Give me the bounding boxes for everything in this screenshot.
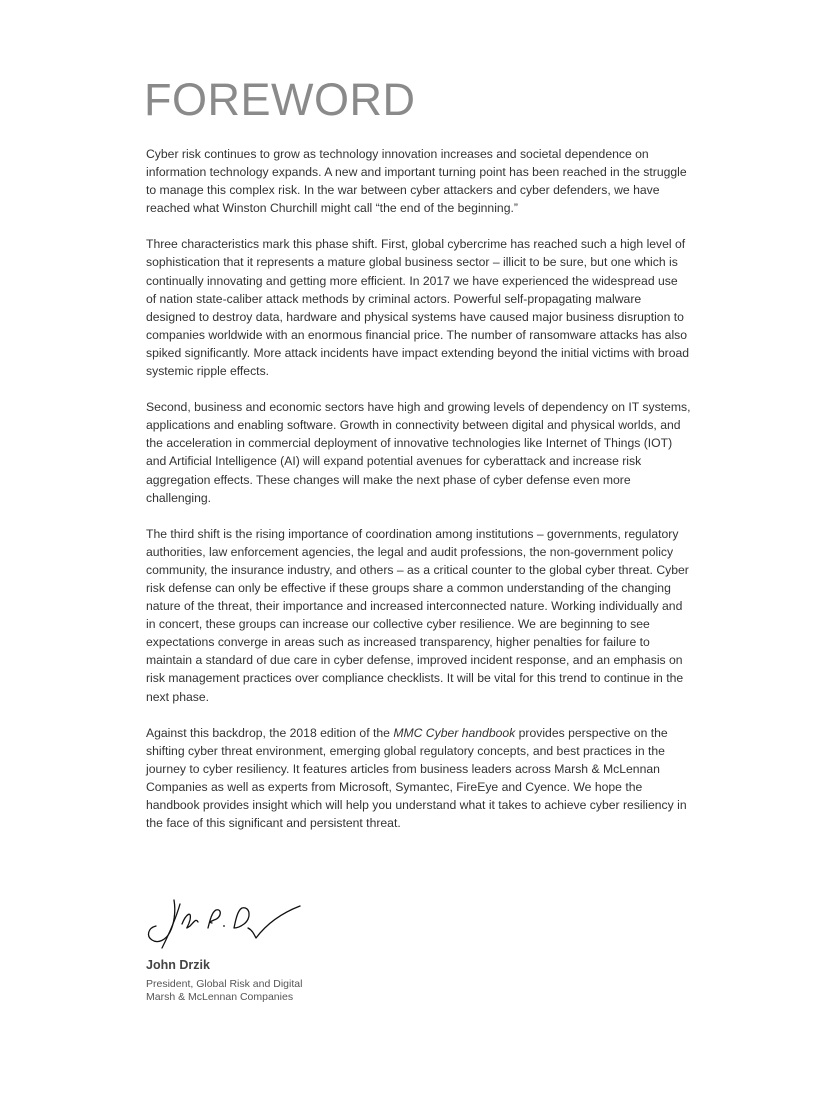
paragraph-3: Second, business and economic sectors have high and growing levels of dependency on IT systems, applications and enabling software. Growth in connectivity between digital and physical worlds, and the acceleration in commercial deployment of innovative technologies like Internet of Things (IOT) and Artificial Intelligence (AI) will expand potential avenues for cyberattack and increase risk aggregation effects. These changes will make the next phase of cyber defense even more challenging. <box>146 400 691 505</box>
signer-organization: Marsh & McLennan Companies <box>146 991 294 1003</box>
handwritten-signature <box>144 892 304 952</box>
paragraph-5-rest: provides perspective on the shifting cyber threat environment, emerging global regulatory concepts, and best practices in the journey to cyber resiliency. It features articles from business leaders across Marsh & McLennan Companies as well as experts from Microsoft, Symantec, FireEye and Cyence. We hope the handbook provides insight which will help you understand what it takes to achieve cyber resiliency in the face of this significant and persistent threat. <box>146 725 687 831</box>
paragraph-1: Cyber risk continues to grow as technology innovation increases and societal dependence on information technology expands. A new and important turning point has been reached in the struggle to manage this complex risk. In the war between cyber attackers and cyber defenders, we have reached what Winston Churchill might call “the end of the beginning.” <box>146 147 687 216</box>
signer-name: John Drzik <box>146 958 210 972</box>
handbook-title: MMC Cyber handbook <box>393 725 516 740</box>
paragraph-4: The third shift is the rising importance of coordination among institutions – governments, regulatory authorities, law enforcement agencies, the legal and audit professions, the non-government policy community, the insurance industry, and others – as a critical counter to the global cyber threat. Cyber risk defense can only be effective if these groups share a common understanding of the changing nature of the threat, their importance and increased interconnected nature. Working individually and in concert, these groups can increase our collective cyber resilience. We are beginning to see expectations converge in areas such as increased transparency, higher penalties for failure to maintain a standard of due care in cyber defense, improved incident response, and an emphasis on risk management practices over compliance checklists. It will be vital for this trend to continue in the next phase. <box>146 526 689 704</box>
page-title: FOREWORD <box>144 74 416 125</box>
paragraph-5-lead: Against this backdrop, the 2018 edition of the <box>146 725 394 740</box>
signature-icon <box>144 892 304 952</box>
paragraph-5 <box>146 724 691 833</box>
paragraph-2: Three characteristics mark this phase shift. First, global cybercrime has reached such a high level of sophistication that it represents a mature global business sector – illicit to be sure, but one which is continually innovating and getting more efficient. In 2017 we have experienced the widespread use of nation state-caliber attack methods by criminal actors. Powerful self-propagating malware designed to destroy data, hardware and physical systems have caused major business disruption to companies worldwide with an enormous financial price. The number of ransomware attacks has also spiked significantly. More attack incidents have impact extending beyond the initial victims with broad systemic ripple effects. <box>146 237 690 379</box>
foreword-body <box>146 145 691 832</box>
signer-title: President, Global Risk and Digital <box>146 978 303 990</box>
